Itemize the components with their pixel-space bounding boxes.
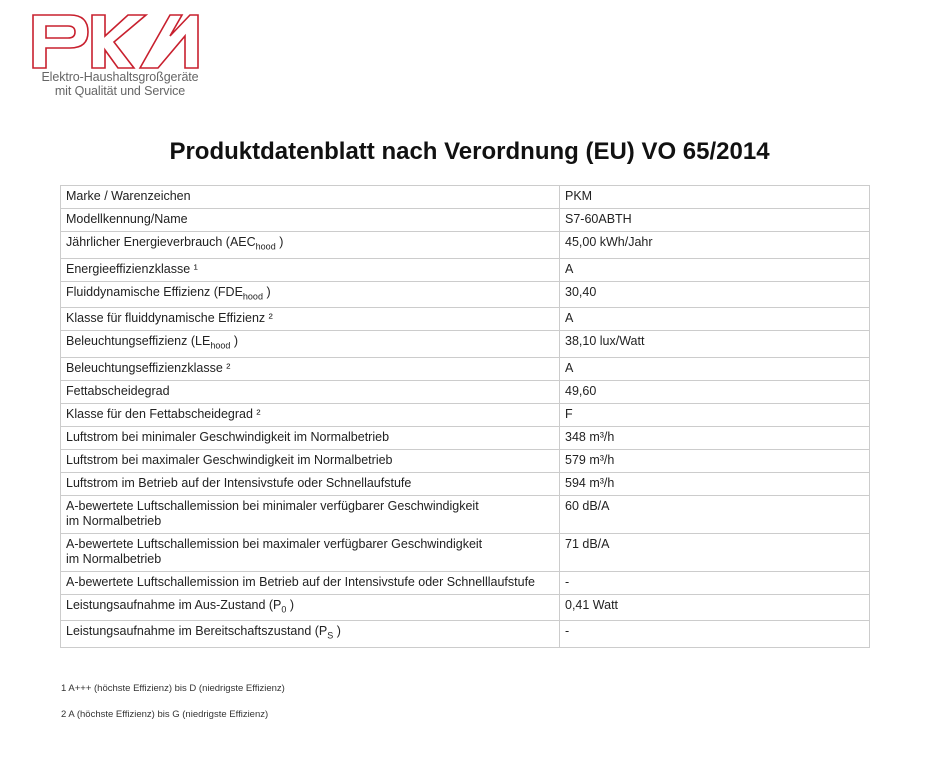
table-row <box>61 331 870 358</box>
row-value: S7-60ABTH <box>560 209 870 232</box>
label-subscript: hood <box>242 291 263 301</box>
row-value: 579 m³/h <box>560 449 870 472</box>
label-close: ) <box>289 597 295 612</box>
label-text: Luftstrom bei maximaler Geschwindigkeit im Normalbetrieb <box>66 452 393 467</box>
row-value: - <box>560 621 870 648</box>
label-text: Leistungsaufnahme im Bereitschaftszustand (P <box>66 624 328 638</box>
label-subscript: hood <box>255 241 276 252</box>
page-title: Produktdatenblatt nach Verordnung (EU) VO 65/2014 <box>169 138 770 165</box>
label-text: Luftstrom bei minimaler Geschwindigkeit im Normalbetrieb <box>66 429 390 444</box>
label-text: A-bewertete Luftschallemission im Betrieb auf der Intensivstufe oder Schnelllaufstufe <box>66 574 535 589</box>
logo-tagline-1: Elektro-Haushaltsgroßgeräte <box>41 70 199 84</box>
row-value: 348 m³/h <box>560 426 870 449</box>
row-label <box>61 258 560 281</box>
row-label <box>61 449 560 472</box>
table-row <box>61 232 870 259</box>
label-close: ) <box>266 284 271 299</box>
table-row <box>61 380 870 403</box>
row-label <box>61 594 560 621</box>
row-value: 60 dB/A <box>560 495 870 533</box>
row-label <box>61 186 560 209</box>
row-value: 38,10 lux/Watt <box>560 331 870 358</box>
row-label <box>61 472 560 495</box>
table-row <box>61 571 870 594</box>
label-text: Jährlicher Energieverbrauch (AEC <box>66 235 256 249</box>
row-label <box>61 281 560 308</box>
row-value: - <box>560 571 870 594</box>
row-label <box>61 533 560 571</box>
label-text-line2: im Normalbetrieb <box>66 513 162 528</box>
row-value: 49,60 <box>560 380 870 403</box>
label-text-line2: im Normalbetrieb <box>66 551 162 566</box>
row-value: 0,41 Watt <box>560 594 870 621</box>
label-text: Beleuchtungseffizienz (LE <box>66 334 211 348</box>
table-row <box>61 308 870 331</box>
label-close: ) <box>233 334 238 348</box>
row-value: A <box>560 308 870 331</box>
table-row <box>61 449 870 472</box>
table-row <box>61 258 870 281</box>
row-value: A <box>560 258 870 281</box>
table-row <box>61 533 870 571</box>
row-label <box>61 232 560 259</box>
logo-tagline-2: mit Qualität und Service <box>54 84 186 98</box>
row-label <box>61 357 560 380</box>
pkm-logo <box>30 12 210 98</box>
table-row <box>61 209 870 232</box>
label-text: Klasse für fluiddynamische Effizienz ² <box>66 311 273 325</box>
row-value: 71 dB/A <box>560 533 870 571</box>
label-text: Beleuchtungseffizienzklasse ² <box>66 360 231 375</box>
table-row <box>61 186 870 209</box>
footnote-2: 2 A (höchste Effizienz) bis G (niedrigste Effizienz) <box>61 709 269 720</box>
table-row <box>61 472 870 495</box>
pkm-logo-mark <box>30 12 200 70</box>
label-close: ) <box>336 624 341 638</box>
table-row <box>61 281 870 308</box>
row-value: 30,40 <box>560 281 870 308</box>
label-text: Energieeffizienzklasse ¹ <box>66 261 198 276</box>
row-label <box>61 380 560 403</box>
label-subscript: 0 <box>281 604 287 614</box>
label-text: A-bewertete Luftschallemission bei maximaler verfügbarer Geschwindigkeit <box>66 536 483 551</box>
footnote-1: 1 A+++ (höchste Effizienz) bis D (niedrigste Effizienz) <box>61 683 285 694</box>
row-label <box>61 621 560 648</box>
row-value: 594 m³/h <box>560 472 870 495</box>
row-label <box>61 209 560 232</box>
product-data-table <box>60 185 870 648</box>
label-subscript: hood <box>210 340 231 351</box>
row-label <box>61 308 560 331</box>
row-label <box>61 571 560 594</box>
row-value: F <box>560 403 870 426</box>
row-label <box>61 426 560 449</box>
row-value: A <box>560 357 870 380</box>
label-subscript: S <box>327 630 334 641</box>
row-value: PKM <box>560 186 870 209</box>
label-text: Modellkennung/Name <box>66 212 188 226</box>
row-label <box>61 495 560 533</box>
table-row <box>61 594 870 621</box>
label-text: Marke / Warenzeichen <box>66 189 191 203</box>
table-row <box>61 403 870 426</box>
label-text: Luftstrom im Betrieb auf der Intensivstufe oder Schnellaufstufe <box>66 475 412 490</box>
table-row <box>61 621 870 648</box>
row-label <box>61 403 560 426</box>
label-text: A-bewertete Luftschallemission bei minimaler verfügbarer Geschwindigkeit <box>66 498 479 513</box>
label-close: ) <box>279 235 284 249</box>
label-text: Leistungsaufnahme im Aus-Zustand (P <box>66 597 282 612</box>
table-row <box>61 495 870 533</box>
label-text: Klasse für den Fettabscheidegrad ² <box>66 406 261 421</box>
row-label <box>61 331 560 358</box>
label-text: Fluiddynamische Effizienz (FDE <box>66 284 243 299</box>
table-row <box>61 357 870 380</box>
label-text: Fettabscheidegrad <box>66 383 170 398</box>
table-row <box>61 426 870 449</box>
row-value: 45,00 kWh/Jahr <box>560 232 870 259</box>
